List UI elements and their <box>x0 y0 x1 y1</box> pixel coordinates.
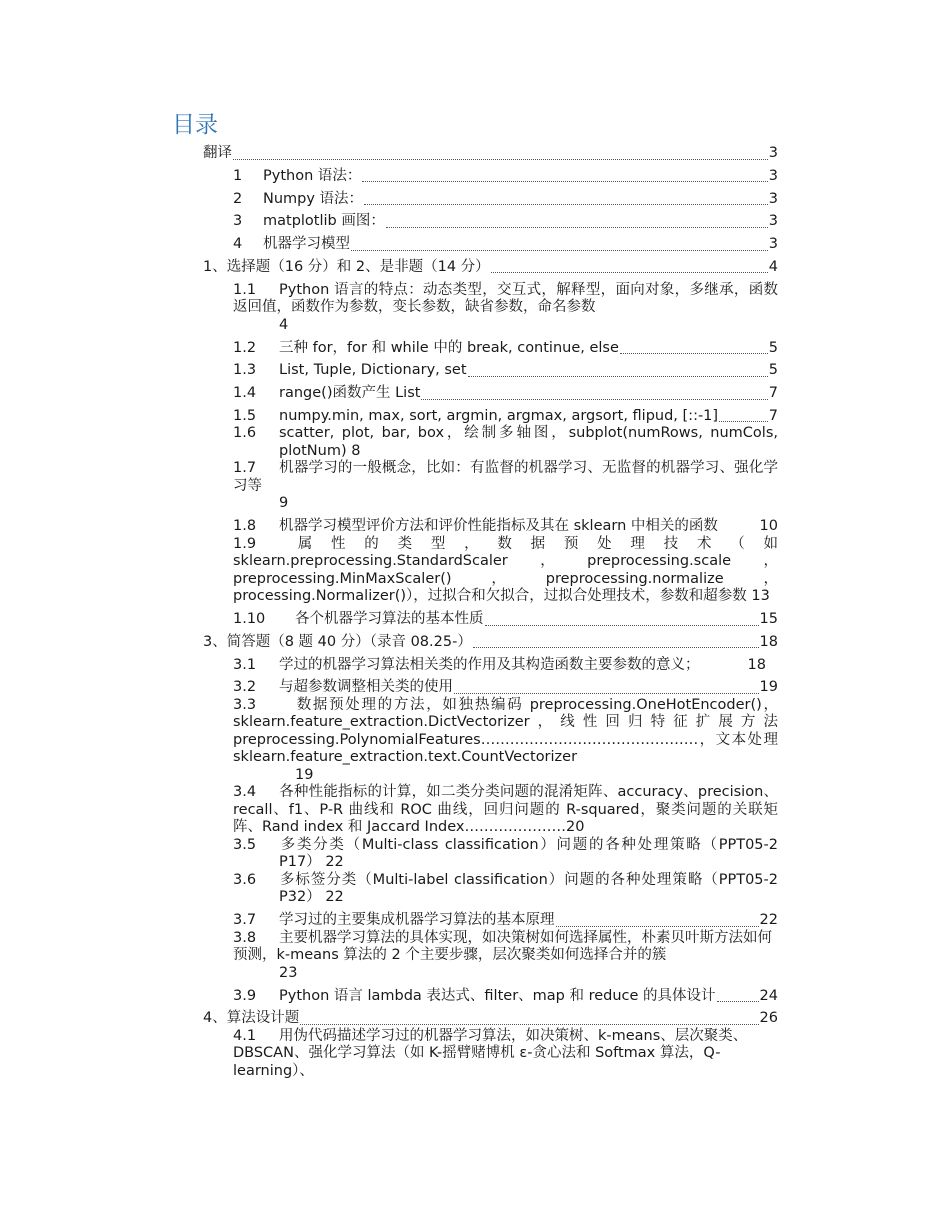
toc-entry-label: 1、选择题（16 分）和 2、是非题（14 分） <box>203 258 490 275</box>
dot-leader <box>454 681 759 694</box>
toc-entry-label: Python 语法： <box>263 167 362 184</box>
toc-entry[interactable] <box>0 611 950 629</box>
toc-entry-label: 各个机器学习算法的基本性质 <box>295 611 484 628</box>
toc-entry[interactable] <box>0 837 950 872</box>
toc-entry-page: 3 <box>768 236 778 253</box>
toc-entry-page: 24 <box>759 987 778 1004</box>
toc-entry[interactable] <box>0 657 950 675</box>
toc-entry-number: 1.6 <box>233 425 257 442</box>
toc-entry-number: 1.2 <box>233 339 257 356</box>
toc-entry-number: 1.3 <box>233 362 257 379</box>
toc-entry[interactable] <box>0 259 950 277</box>
toc-entry[interactable] <box>0 191 950 209</box>
dot-leader <box>485 613 759 626</box>
toc-entry[interactable] <box>0 679 950 697</box>
toc-entry[interactable] <box>0 697 950 785</box>
toc-entry[interactable] <box>0 145 950 163</box>
toc-entry-label: scatter, plot, bar, box，绘制多轴图，subplot(numRows, numCols, plotNum) <box>279 425 778 459</box>
toc-entry[interactable] <box>0 536 950 606</box>
toc-entry[interactable] <box>0 236 950 254</box>
dot-leader <box>491 260 768 273</box>
toc-entry[interactable] <box>0 425 950 460</box>
dot-leader <box>351 238 768 251</box>
toc-entry[interactable] <box>0 385 950 403</box>
toc-entry-label: 机器学习模型评价方法和评价性能指标及其在 sklearn 中相关的函数 <box>279 518 718 535</box>
toc-entry-page: 22 <box>759 912 778 929</box>
toc-entry-number: 3.1 <box>233 656 257 673</box>
toc-entry[interactable] <box>0 912 950 930</box>
toc-entry[interactable] <box>0 282 950 335</box>
toc-entry-number: 2 <box>233 190 243 207</box>
dot-leader <box>620 341 768 354</box>
dot-leader <box>719 409 768 422</box>
toc-entry[interactable] <box>0 872 950 907</box>
toc-entry-page: 19 <box>295 766 314 783</box>
toc-entry-number: 3.3 <box>233 696 257 713</box>
toc-entry[interactable] <box>0 213 950 231</box>
toc-entry-label: Numpy 语法： <box>263 190 364 207</box>
toc-entry-number: 3.7 <box>233 912 257 929</box>
dot-leader <box>233 147 768 160</box>
toc-entry-page: 13 <box>751 588 770 605</box>
toc-entry-page: 9 <box>279 495 289 512</box>
toc-entry-label: 学习过的主要集成机器学习算法的基本原理 <box>279 912 555 929</box>
toc-entry-number: 1.10 <box>233 611 266 628</box>
toc-entry-label: Python 语言 lambda 表达式、filter、map 和 reduce 的具体设计 <box>279 987 716 1004</box>
toc-entry-number: 1.1 <box>233 281 257 298</box>
toc-entry-page: 26 <box>759 1010 778 1027</box>
dot-leader <box>421 387 767 400</box>
table-of-contents <box>0 145 950 1080</box>
toc-entry-number: 4.1 <box>233 1027 257 1044</box>
toc-entry-number: 3.8 <box>233 929 257 946</box>
toc-entry-label: matplotlib 画图： <box>263 213 385 230</box>
toc-entry-label: 三种 for，for 和 while 中的 break, continue, else <box>279 339 619 356</box>
toc-entry-label: 多标签分类（Multi-label classification）问题的各种处理策略（PPT05-2 P32） <box>279 871 778 906</box>
toc-entry-page: 3 <box>768 213 778 230</box>
toc-entry-number: 1.9 <box>233 535 257 552</box>
toc-entry[interactable] <box>0 1028 950 1081</box>
toc-entry-page: 10 <box>759 518 778 535</box>
toc-entry[interactable] <box>0 460 950 513</box>
toc-entry[interactable] <box>0 340 950 358</box>
toc-entry[interactable]: 3.4 各种性能指标的计算，如二类分类问题的混淆矩阵、accuracy、precision、recall、f1、P-R 曲线和 ROC 曲线，回归问题的 R-squared，聚类问题的关联矩阵、Rand index 和 Jaccard Index…………………20 <box>233 784 778 836</box>
toc-entry-page: 5 <box>768 339 778 356</box>
toc-entry-number: 3.4 <box>233 784 257 801</box>
toc-entry-label: Python 语言的特点：动态类型，交互式，解释型，面向对象，多继承，函数返回值，函数作为参数，变长参数，缺省参数，命名参数 <box>233 281 778 316</box>
toc-entry-page: 18 <box>747 656 766 673</box>
toc-entry-label: 属性的类型，数据预处理技术（如 sklearn.preprocessing.StandardScaler，preprocessing.scale，preprocessing.MinMaxScaler()，preprocessing.normalize，processing.Normalizer()），过拟合和欠拟合，过拟合处理技术，参数和超参数 <box>233 535 778 605</box>
toc-entry-page: 3 <box>768 145 778 161</box>
toc-entry-label: 多类分类（Multi-class classification）问题的各种处理策略（PPT05-2 P17） <box>279 836 778 871</box>
toc-entry-number: 1.8 <box>233 518 257 535</box>
toc-entry-label: 4、算法设计题 <box>203 1010 300 1027</box>
toc-entry-page: 22 <box>325 854 344 871</box>
toc-entry[interactable] <box>0 362 950 380</box>
toc-entry-page: 8 <box>351 442 361 459</box>
toc-entry-number: 3 <box>233 213 243 230</box>
toc-entry-page: 15 <box>759 611 778 628</box>
dot-leader <box>300 1012 758 1025</box>
toc-entry-number: 1.7 <box>233 460 257 477</box>
toc-entry-page: 3 <box>768 167 778 184</box>
toc-entry-label: 学过的机器学习算法相关类的作用及其构造函数主要参数的意义； <box>279 656 700 673</box>
toc-entry[interactable] <box>0 634 950 652</box>
toc-entry-number: 3.2 <box>233 679 257 696</box>
toc-entry-number: 1.4 <box>233 385 257 402</box>
toc-entry[interactable] <box>0 930 950 983</box>
dot-leader <box>468 364 768 377</box>
dot-leader <box>362 169 767 182</box>
toc-entry-page: 4 <box>279 316 289 333</box>
toc-entry-number: 1.5 <box>233 407 257 424</box>
toc-entry[interactable] <box>0 408 950 426</box>
toc-entry-number: 1 <box>233 167 243 184</box>
toc-entry-label: 数据预处理的方法，如独热编码 preprocessing.OneHotEncoder()，sklearn.feature_extraction.DictVectorizer，线性回归特征扩展方法 preprocessing.PolynomialFeatures………………………………………，文本处理 sklearn.feature_extraction.text.CountVectorizer <box>233 696 778 766</box>
toc-entry-page: 23 <box>279 964 298 981</box>
toc-entry-page: 7 <box>768 407 778 424</box>
toc-entry-label: 3、简答题（8 题 40 分）（录音 08.25-） <box>203 633 472 650</box>
toc-entry-page: 19 <box>759 679 778 696</box>
toc-entry-page: 5 <box>768 362 778 379</box>
toc-entry-number: 3.6 <box>233 871 257 888</box>
toc-entry-page: 18 <box>759 633 778 650</box>
toc-title: 目录 <box>172 112 218 138</box>
toc-entry-page: 4 <box>768 258 778 275</box>
toc-entry-label: 机器学习的一般概念，比如：有监督的机器学习、无监督的机器学习、强化学习等 <box>233 460 778 494</box>
toc-entry-label: 与超参数调整相关类的使用 <box>279 679 453 696</box>
toc-entry-label: 用伪代码描述学习过的机器学习算法，如决策树、k-means、层次聚类、DBSCAN、强化学习算法（如 K-摇臂赌博机 ε-贪心法和 Softmax 算法，Q-learning）、 <box>233 1027 748 1079</box>
toc-entry-page: 7 <box>768 385 778 402</box>
toc-entry-label: List, Tuple, Dictionary, set <box>279 362 467 379</box>
toc-entry-label: 主要机器学习算法的具体实现，如决策树如何选择属性，朴素贝叶斯方法如何预测，k-means 算法的 2 个主要步骤，层次聚类如何选择合并的簇 <box>233 929 772 964</box>
toc-entry-number: 3.5 <box>233 836 257 853</box>
toc-entry[interactable] <box>0 168 950 186</box>
dot-leader <box>717 989 759 1002</box>
dot-leader <box>473 635 759 648</box>
dot-leader <box>386 215 768 228</box>
toc-entry-page: 20 <box>565 819 585 836</box>
toc-entry-number: 4 <box>233 236 243 253</box>
toc-entry-page: 3 <box>768 190 778 207</box>
toc-entry-label: 各种性能指标的计算，如二类分类问题的混淆矩阵、accuracy、precision、recall、f1、P-R 曲线和 ROC 曲线，回归问题的 R-squared，聚类问题的关联矩阵、Rand index 和 Jaccard Index <box>233 784 778 836</box>
toc-entry[interactable] <box>0 518 950 536</box>
dot-leader <box>556 914 759 927</box>
toc-entry-label: 翻译 <box>203 145 232 161</box>
toc-entry[interactable] <box>0 988 950 1006</box>
toc-entry[interactable] <box>0 1010 950 1028</box>
toc-entry-label: range()函数产生 List <box>279 385 421 402</box>
toc-entry-number: 3.9 <box>233 987 257 1004</box>
dot-leader <box>364 192 768 205</box>
toc-entry-label: numpy.min, max, sort, argmin, argmax, argsort, flipud, [::-1] <box>279 407 719 424</box>
toc-entry-page: 22 <box>325 889 344 906</box>
toc-entry-label: 机器学习模型 <box>263 236 350 253</box>
